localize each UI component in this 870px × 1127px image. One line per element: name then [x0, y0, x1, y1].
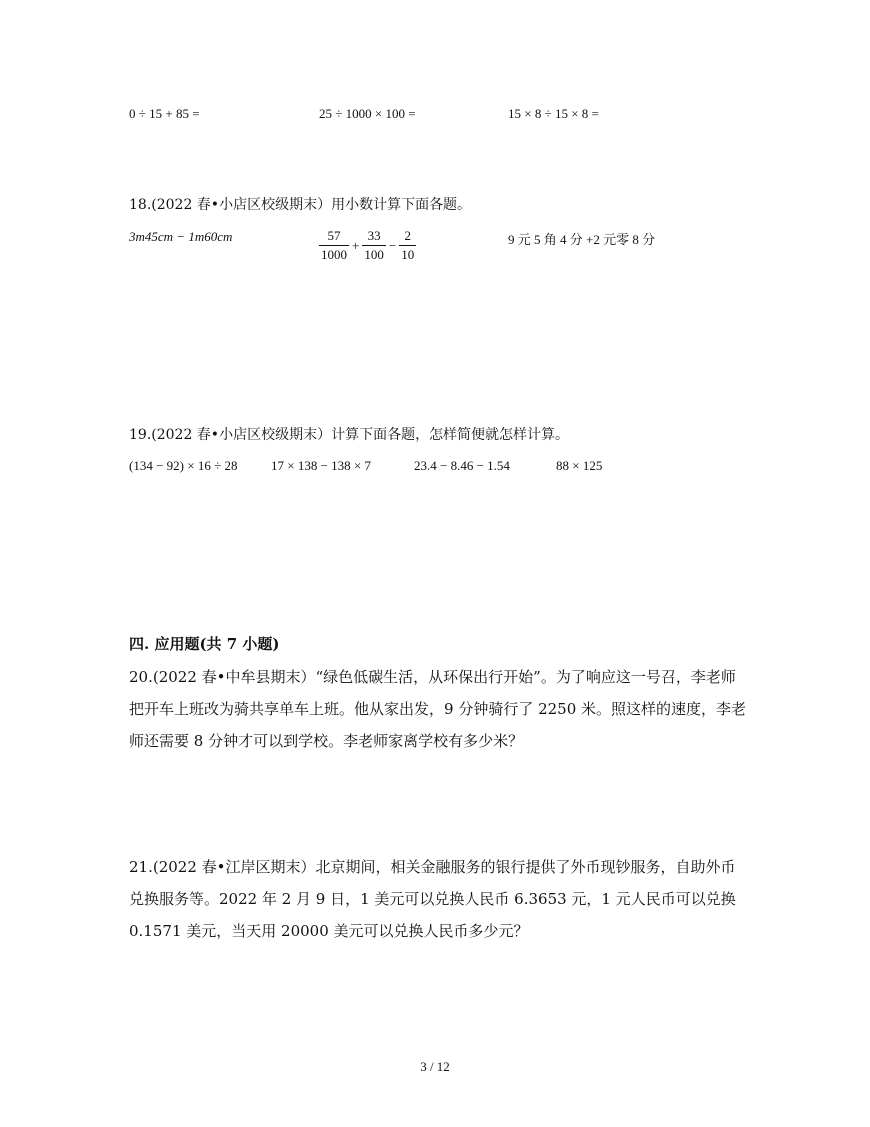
operator-plus: + [352, 237, 360, 253]
operator-minus: − [388, 237, 397, 253]
expression-3: 15 × 8 ÷ 15 × 8 = [508, 106, 599, 121]
expression-1: 0 ÷ 15 + 85 = [129, 106, 200, 121]
fraction-1 [319, 227, 349, 264]
question-18-expression-1: 3m45cm − 1m60cm [129, 229, 233, 244]
question-21-text: 21.(2022 春•江岸区期末）北京期间，相关金融服务的银行提供了外币现钞服务，自助外币兑换服务等。2022 年 2 月 9 日，1 美元可以兑换人民币 6.3653 元，1 元人民币可以兑换 0.1571 美元，当天用 20000 美元可以兑换人民币多少元？ [129, 858, 736, 940]
fraction-2-denominator: 100 [364, 247, 384, 262]
question-18-fraction-expression [319, 227, 416, 264]
fraction-3-denominator: 10 [401, 247, 415, 262]
question-19-title: 19.(2022 春•小店区校级期末）计算下面各题，怎样简便就怎样计算。 [129, 427, 570, 443]
section-4-heading: 四. 应用题(共 7 小题) [129, 635, 280, 653]
question-18-title: 18.(2022 春•小店区校级期末）用小数计算下面各题。 [129, 197, 472, 213]
question-20-text: 20.(2022 春•中牟县期末）“绿色低碳生活，从环保出行开始”。为了响应这一号召，李老师把开车上班改为骑共享单车上班。他从家出发，9 分钟骑行了 2250 米。照这样的速度，李老师还需要 8 分钟才可以到学校。李老师家离学校有多少米？ [129, 668, 747, 750]
fraction-1-denominator: 1000 [321, 247, 347, 262]
fraction-3-numerator: 2 [399, 227, 416, 246]
question-18-expression-3: 9 元 5 角 4 分 +2 元零 8 分 [508, 232, 656, 247]
page-number: 3 / 12 [420, 1059, 450, 1074]
question-19-expression-3: 23.4 − 8.46 − 1.54 [414, 458, 510, 473]
fraction-2 [362, 227, 386, 264]
fraction-1-numerator: 57 [319, 227, 349, 246]
fraction-3 [399, 227, 416, 264]
question-19-expression-2: 17 × 138 − 138 × 7 [271, 458, 371, 473]
question-19-expression-1: (134 − 92) × 16 ÷ 28 [129, 458, 238, 473]
fraction-2-numerator: 33 [362, 227, 386, 246]
expression-2: 25 ÷ 1000 × 100 = [319, 106, 416, 121]
question-19-expression-4: 88 × 125 [556, 458, 603, 473]
